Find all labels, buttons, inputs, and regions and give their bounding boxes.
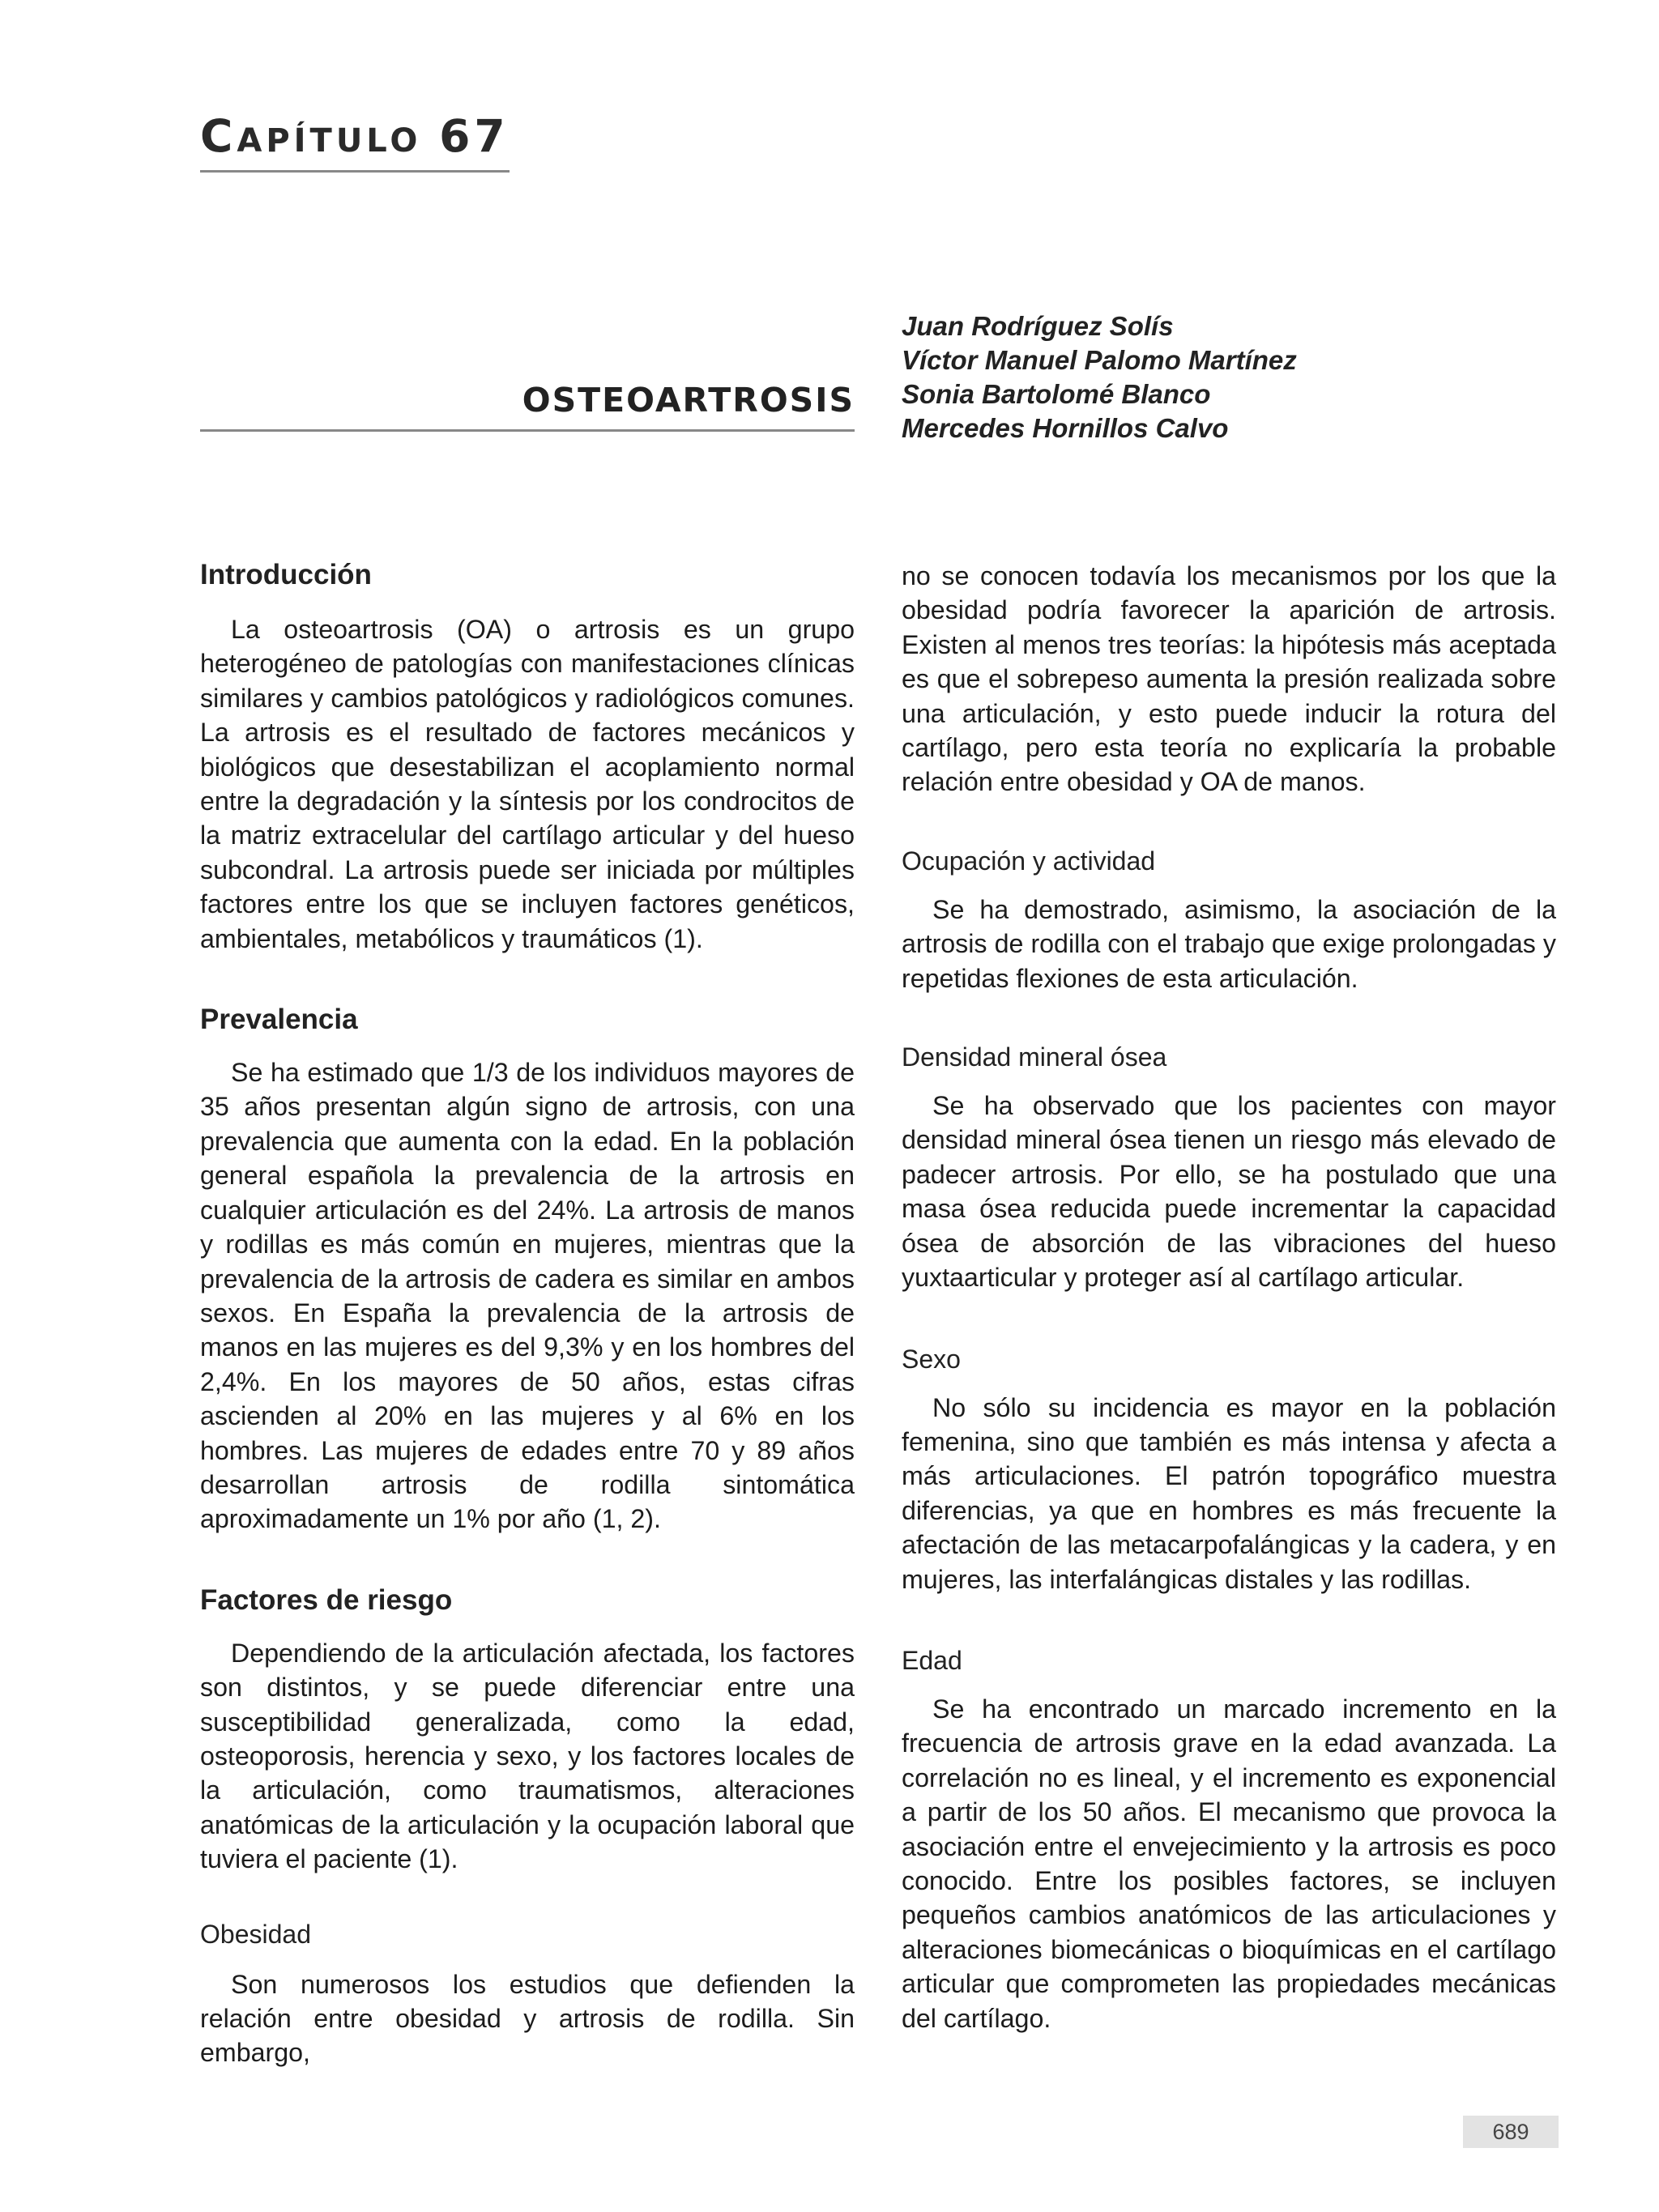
chapter-heading [200, 110, 510, 173]
section-heading-prevalencia: Prevalencia [200, 1004, 358, 1036]
paragraph-prevalencia: Se ha estimado que 1/3 de los individuos mayores de 35 años presentan algún signo de artrosis, con una prevalencia que aumenta con la edad. En la población general española la prevalencia de la artrosis en cualquier articulación es del 24%. La artrosis de manos y rodillas es más común en mujeres, mientras que la prevalencia de la artrosis de cadera es similar en ambos sexos. En España la prevalencia de la artrosis de manos en las mujeres es del 9,3% y en los hombres del 2,4%. En los mayores de 50 años, estas cifras ascienden al 20% en las mujeres y al 6% en los hombres. Las mujeres de edades entre 70 y 89 años desarrollan artrosis de rodilla sintomática aproximadamente un 1% por año (1, 2). [200, 1058, 855, 1534]
paragraph-edad: Se ha encontrado un marcado incremento en la frecuencia de artrosis grave en la edad avanzada. La correlación no es lineal, y el incremento es exponencial a partir de los 50 años. El mecanismo que provoca la asociación entre el envejecimiento y la artrosis es poco conocido. Entre los posibles factores, se incluyen pequeños cambios anatómicos de las articulaciones y alteraciones biomecánicas o bioquímicas en el cartílago articular que comprometen las propiedades mecánicas del cartílago. [902, 1694, 1556, 2033]
page-number: 689 [1463, 2116, 1559, 2148]
paragraph-introduccion: La osteoartrosis (OA) o artrosis es un grupo heterogéneo de patologías con manifestaciones clínicas similares y cambios patológicos y radiológicos comunes. La artrosis es el resultado de factores mecánicos y biológicos que desestabilizan el acoplamiento normal entre la degradación y la síntesis por los condrocitos de la matriz extracelular del cartílago articular y del hueso subcondral. La artrosis puede ser iniciada por múltiples factores entre los que se incluyen factores genéticos, ambientales, metabólicos y traumáticos (1). [200, 615, 855, 953]
author-list [902, 309, 1297, 445]
paragraph-factores: Dependiendo de la articulación afectada, los factores son distintos, y se puede diferenciar entre una susceptibilidad generalizada, como la edad, osteoporosis, herencia y sexo, y los factores locales de la articulación, como traumatismos, alteraciones anatómicas de la articulación y la ocupación laboral que tuviera el paciente (1). [200, 1638, 855, 1874]
subsection-heading-densidad: Densidad mineral ósea [902, 1042, 1167, 1072]
author-name: Sonia Bartolomé Blanco [902, 379, 1211, 409]
section-heading-factores: Factores de riesgo [200, 1583, 453, 1616]
title-row [200, 381, 855, 432]
author-name: Víctor Manuel Palomo Martínez [902, 345, 1297, 375]
chapter-title: OSTEOARTROSIS [522, 381, 855, 420]
paragraph-obesidad: Son numerosos los estudios que defienden la relación entre obesidad y artrosis de rodilla. Sin embargo, [200, 1969, 855, 2068]
right-column [902, 559, 1556, 2035]
subsection-heading-edad: Edad [902, 1645, 962, 1675]
paragraph-ocupacion: Se ha demostrado, asimismo, la asociación de la artrosis de rodilla con el trabajo que exige prolongadas y repetidas flexiones de esta articulación. [902, 894, 1556, 993]
subsection-heading-ocupacion: Ocupación y actividad [902, 846, 1156, 876]
section-heading-introduccion: Introducción [200, 559, 372, 590]
author-name: Mercedes Hornillos Calvo [902, 413, 1229, 443]
chapter-initial: C [200, 110, 237, 162]
author-name: Juan Rodríguez Solís [902, 311, 1174, 341]
chapter-word: APÍTULO [237, 122, 422, 160]
paragraph-obesidad-continued: no se conocen todavía los mecanismos por los que la obesidad podría favorecer la aparición de artrosis. Existen al menos tres teorías: la hipótesis más aceptada es que el sobrepeso aumenta la presión realizada sobre una articulación, y esto puede inducir la rotura del cartílago, pero esta teoría no explicaría la probable relación entre obesidad y OA de manos. [902, 561, 1556, 797]
subsection-heading-sexo: Sexo [902, 1344, 961, 1374]
subsection-heading-obesidad: Obesidad [200, 1919, 311, 1949]
paragraph-sexo: No sólo su incidencia es mayor en la población femenina, sino que también es más intensa y afecta a más articulaciones. El patrón topográfico muestra diferencias, ya que en hombres es más frecuente la afectación de las metacarpofalángicas y la cadera, y en mujeres, las interfalángicas distales y las rodillas. [902, 1392, 1556, 1594]
paragraph-densidad: Se ha observado que los pacientes con mayor densidad mineral ósea tienen un riesgo más elevado de padecer artrosis. Por ello, se ha postulado que una masa ósea reducida puede incrementar la capacidad ósea de absorción de las vibraciones del hueso yuxtaarticular y proteger así al cartílago articular. [902, 1091, 1556, 1293]
chapter-number: 67 [439, 110, 510, 162]
left-column [200, 557, 855, 2070]
